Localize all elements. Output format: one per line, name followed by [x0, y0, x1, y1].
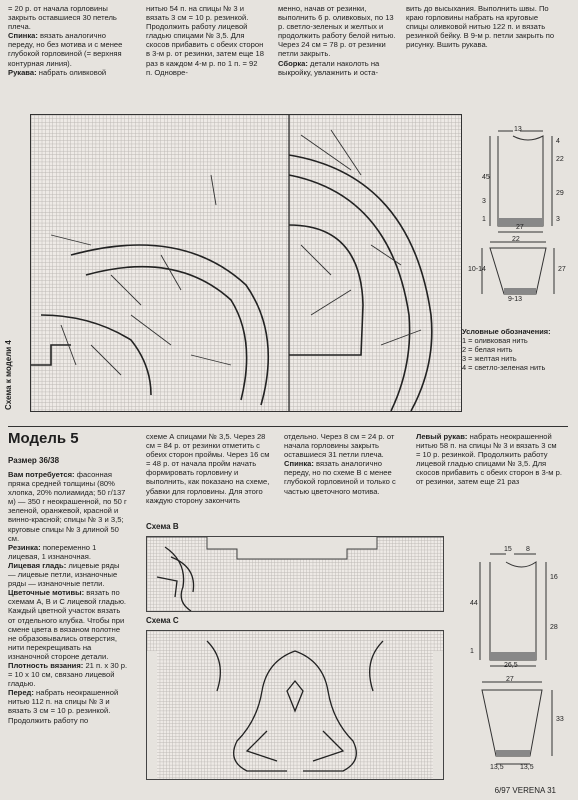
schema-b-label: Схема В — [146, 522, 179, 531]
dim-label: 22 — [556, 156, 564, 163]
paragraph: набрать неокрашенной нитью 58 п. на спицы № 3 и вязать 3 см = 10 р. резинкой. Продолжить работу лицевой гладью спицами № 3,5. Для скосов прибавить с обеих сторон в 3-м р. от резинки, затем еще 21 раз — [416, 432, 562, 487]
legend-title: Условные обозначения: — [462, 327, 551, 336]
dim-label: 26,5 — [504, 662, 518, 669]
dim-label: 33 — [556, 716, 564, 723]
dim-label: 22 — [512, 236, 520, 243]
section-heading: Лицевая гладь: — [8, 560, 67, 570]
dim-label: 27 — [558, 266, 566, 273]
paragraph: менно, начав от резинки, выполнить 6 р. оливковых, по 13 р. светло-зеленых и желтых и продолжить работу белой нитью. Через 24 см = 78 р. от резинки петли закрыть. — [278, 4, 396, 59]
dim-label: 3 — [482, 198, 486, 205]
dim-label: 45 — [482, 174, 490, 181]
dim-label: 28 — [550, 624, 558, 631]
model5-sleeve-outline — [460, 676, 572, 776]
paragraph: набрать оливковой — [38, 67, 107, 77]
dim-label: 1 — [470, 648, 474, 655]
model5-text-column-3 — [284, 432, 402, 496]
dim-label: 13,5 — [520, 764, 534, 771]
paragraph: отдельно. Через 8 см = 24 р. от начала горловины закрыть оставшиеся 31 петли плеча. — [284, 432, 395, 460]
section-heading: Рукава: — [8, 67, 37, 77]
model5-text-column-1 — [8, 470, 128, 725]
pattern-piece-body — [468, 126, 572, 236]
page-footer: 6/97 VERENA 31 — [494, 786, 556, 795]
pattern-piece-model5-sleeve — [460, 676, 572, 776]
paragraph: вязать аналогично переду, но без мотива и с менее глубокой горловиной (= верхняя контурная линия). — [8, 31, 123, 68]
top-text-column-1 — [8, 4, 126, 77]
dim-label: 16 — [550, 574, 558, 581]
dim-label: 13,5 — [490, 764, 504, 771]
paragraph: нитью 54 п. на спицы № 3 и вязать 3 см = 10 р. резинкой. Продолжить работу лицевой гладью спицами № 3,5. Для скосов прибавить с обеих сторон в 3-м р. от резинки, затем еще 18 раз в каждом 4-м р. по 1 п. = 92 п. Одновре- — [146, 4, 264, 77]
dim-label: 1 — [482, 216, 486, 223]
section-heading: Левый рукав: — [416, 432, 468, 441]
pattern-piece-sleeve — [468, 236, 572, 308]
legend — [462, 327, 572, 372]
dim-label: 13 — [514, 126, 522, 133]
section-heading: Спинка: — [8, 31, 38, 41]
schema-b-motif — [147, 537, 443, 611]
paragraph: вязать по схемам А, В и С лицевой гладью. Каждый цветной участок вязать от отдельного клубка. Чтобы при смене цвета в вязаном полотне не образовывались отверстия, нити перекрещивать на изнаночной стороне детали. — [8, 588, 127, 661]
paragraph: 21 п. x 30 р. = 10 x 10 см, связано лицевой гладью. — [8, 660, 128, 689]
paragraph: схеме А спицами № 3,5. Через 28 см = 84 р. от резинки отметить с обеих сторон проймы. Через 16 см = 48 р. от начала пройм начать формировать горловину и выполнить, как показано на схеме, убавки для горловины. Для этого каждую сторону закончить — [146, 432, 270, 505]
knitting-chart-schema-b — [146, 536, 444, 612]
paragraph: набрать неокрашенной нитью 112 п. на спицы № 3 и вязать 3 см = 10 р. резинкой. Продолжить работу по — [8, 688, 119, 725]
size-label: Размер 36/38 — [8, 456, 60, 465]
schema-c-label: Схема С — [146, 616, 179, 625]
schema-c-motif — [147, 631, 443, 779]
dim-label: 15 — [504, 546, 512, 553]
section-heading: Вам потребуется: — [8, 470, 75, 479]
legend-item: 1 = оливковая нить — [462, 336, 528, 345]
paragraph: фасонная пряжа средней толщины (80% хлопка, 20% полиамида; 50 г/137 м) — 350 г неокрашенной, по 50 г зеленой, оранжевой, красной и винно-красной; спицы № 3 и 3,5; круговые спицы № 3 длиной 50 см. — [8, 470, 127, 543]
section-heading: Цветочные мотивы: — [8, 588, 85, 598]
dim-label: 8 — [526, 546, 530, 553]
model-title: Модель 5 — [8, 430, 79, 447]
dim-label: 27 — [516, 224, 524, 231]
legend-item: 2 = белая нить — [462, 345, 513, 354]
dim-label: 9-13 — [508, 296, 523, 303]
dim-label: 3 — [556, 216, 560, 223]
model5-text-column-4 — [416, 432, 562, 487]
paragraph: попеременно 1 лицевая, 1 изнаночная. — [8, 542, 97, 561]
chart-motif-drawing — [31, 115, 461, 411]
section-heading: Перед: — [8, 688, 34, 698]
paragraph: вязать аналогично переду, но по схеме В с менее глубокой горловиной и только с частью цветочного мотива. — [284, 459, 396, 496]
pattern-piece-model5-body — [456, 544, 572, 672]
dim-label: 4 — [556, 138, 560, 145]
section-heading: Спинка: — [284, 459, 314, 469]
paragraph: = 20 р. от начала горловины закрыть оставшиеся 30 петель плеча. — [8, 4, 117, 32]
paragraph: вить до высыхания. Выполнить швы. По краю горловины набрать на круговые спицы оливковой нитью 122 п. и вязать резинкой бейку. В 9-м р. петли закрыть по рисунку. Вшить рукава. — [406, 4, 555, 50]
model5-text-column-2 — [146, 432, 270, 505]
top-text-column-4 — [406, 4, 558, 49]
top-text-column-3 — [278, 4, 396, 77]
dim-label: 27 — [506, 676, 514, 683]
top-text-column-2 — [146, 4, 264, 77]
knitting-chart-schema-c — [146, 630, 444, 780]
legend-item: 4 = светло-зеленая нить — [462, 363, 546, 372]
paragraph: детали наколоть на выкройку, увлажнить и оста- — [278, 58, 380, 77]
section-heading: Резинка: — [8, 542, 41, 552]
dim-label: 29 — [556, 190, 564, 197]
scheme-label: Схема к модели 4 — [4, 340, 13, 410]
knitting-chart-model-4 — [30, 114, 462, 412]
section-heading: Сборка: — [278, 58, 308, 68]
dim-label: 44 — [470, 600, 478, 607]
legend-item: 3 = желтая нить — [462, 354, 517, 363]
section-heading: Плотность вязания: — [8, 660, 84, 670]
paragraph: лицевые ряды — лицевые петли, изнаночные ряды — изнаночные петли. — [8, 560, 120, 589]
dim-label: 10-14 — [468, 266, 486, 273]
section-divider — [8, 426, 568, 427]
